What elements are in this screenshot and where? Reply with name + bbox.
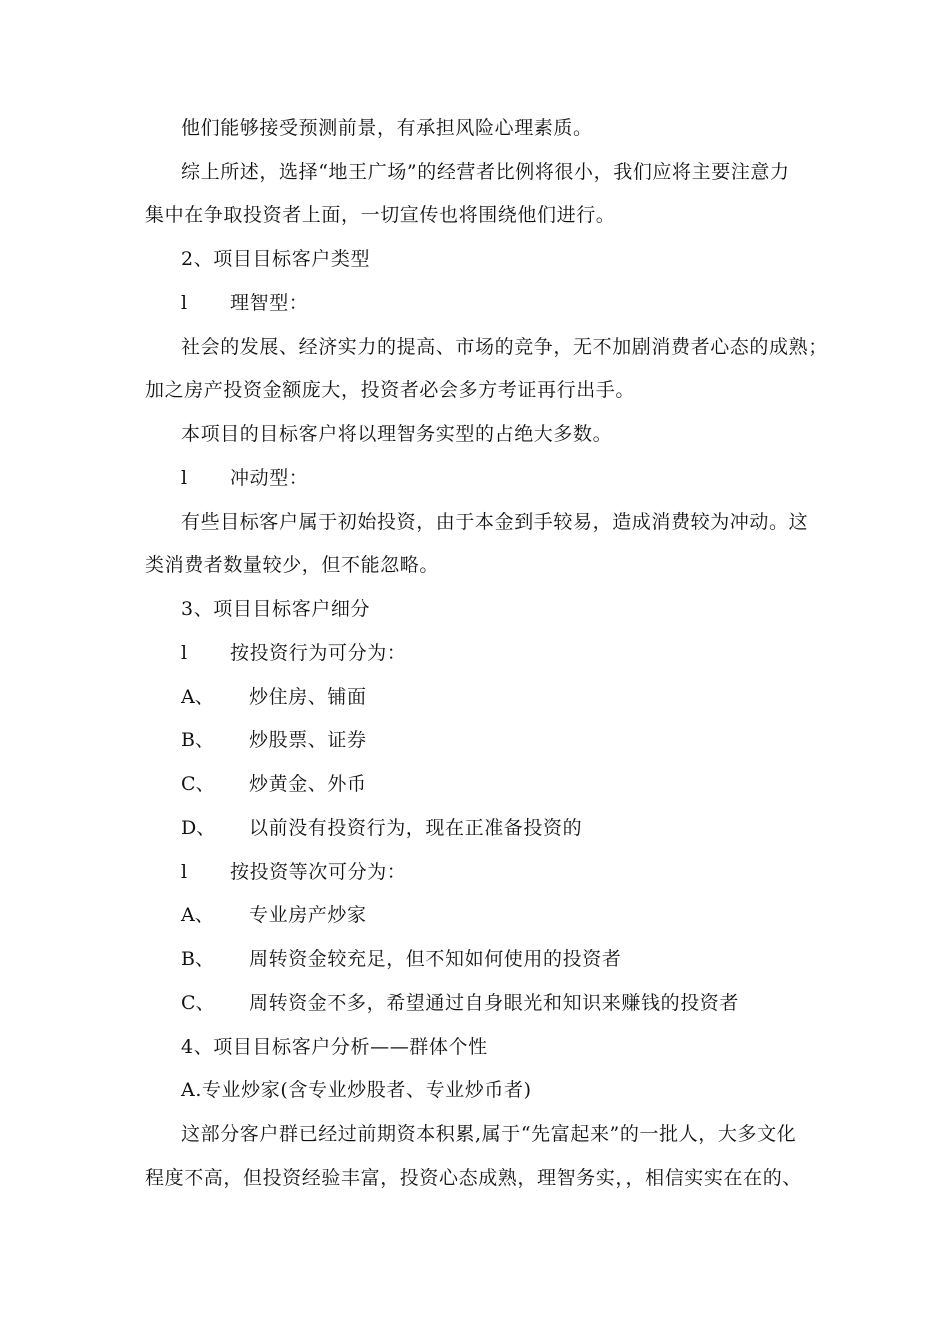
bullet-marker: l: [181, 642, 188, 664]
paragraph-line: 类消费者数量较少，但不能忽略。: [145, 554, 440, 576]
list-item-text: 专业房产炒家: [249, 904, 367, 926]
bullet-label: 按投资行为可分为：: [230, 642, 407, 664]
paragraph-line: 加之房产投资金额庞大，投资者必会多方考证再行出手。: [145, 379, 636, 401]
list-item-marker: B、: [181, 729, 214, 751]
section-heading: 3、项目目标客户细分: [181, 598, 371, 620]
list-item-marker: A、: [181, 686, 214, 708]
list-item-marker: B、: [181, 948, 214, 970]
subheading: A.专业炒家(含专业炒股者、专业炒币者): [181, 1079, 532, 1101]
list-item-text: 周转资金不多，希望通过自身眼光和知识来赚钱的投资者: [249, 992, 740, 1014]
paragraph-line: 有些目标客户属于初始投资，由于本金到手较易，造成消费较为冲动。这: [181, 511, 809, 533]
list-item-text: 炒股票、证券: [249, 729, 367, 751]
paragraph-line: 综上所述，选择“地王广场”的经营者比例将很小，我们应将主要注意力: [181, 161, 790, 183]
list-item-text: 周转资金较充足，但不知如何使用的投资者: [249, 948, 622, 970]
list-item-text: 以前没有投资行为，现在正准备投资的: [249, 817, 583, 839]
paragraph-line: 这部分客户群已经过前期资本积累,属于“先富起来”的一批人，大多文化: [181, 1123, 797, 1145]
list-item-text: 炒黄金、外币: [249, 773, 367, 795]
paragraph-line: 程度不高，但投资经验丰富，投资心态成熟，理智务实，，相信实实在在的、: [145, 1167, 802, 1189]
section-heading: 2、项目目标客户类型: [181, 248, 371, 270]
list-item-marker: C、: [181, 992, 215, 1014]
list-item-text: 炒住房、铺面: [249, 686, 367, 708]
bullet-marker: l: [181, 861, 188, 883]
bullet-marker: l: [181, 292, 188, 314]
bullet-marker: l: [181, 467, 188, 489]
list-item-marker: A、: [181, 904, 214, 926]
bullet-label: 冲动型：: [230, 467, 309, 489]
paragraph-line: 他们能够接受预测前景，有承担风险心理素质。: [181, 117, 593, 139]
bullet-label: 按投资等次可分为：: [230, 861, 407, 883]
bullet-label: 理智型：: [230, 292, 309, 314]
list-item-marker: D、: [181, 817, 216, 839]
paragraph-line: 集中在争取投资者上面，一切宣传也将围绕他们进行。: [145, 204, 616, 226]
list-item-marker: C、: [181, 773, 215, 795]
section-heading: 4、项目目标客户分析——群体个性: [181, 1036, 488, 1058]
paragraph-line: 社会的发展、经济实力的提高、市场的竞争，无不加剧消费者心态的成熟；: [181, 336, 828, 358]
paragraph-line: 本项目的目标客户将以理智务实型的占绝大多数。: [181, 423, 613, 445]
